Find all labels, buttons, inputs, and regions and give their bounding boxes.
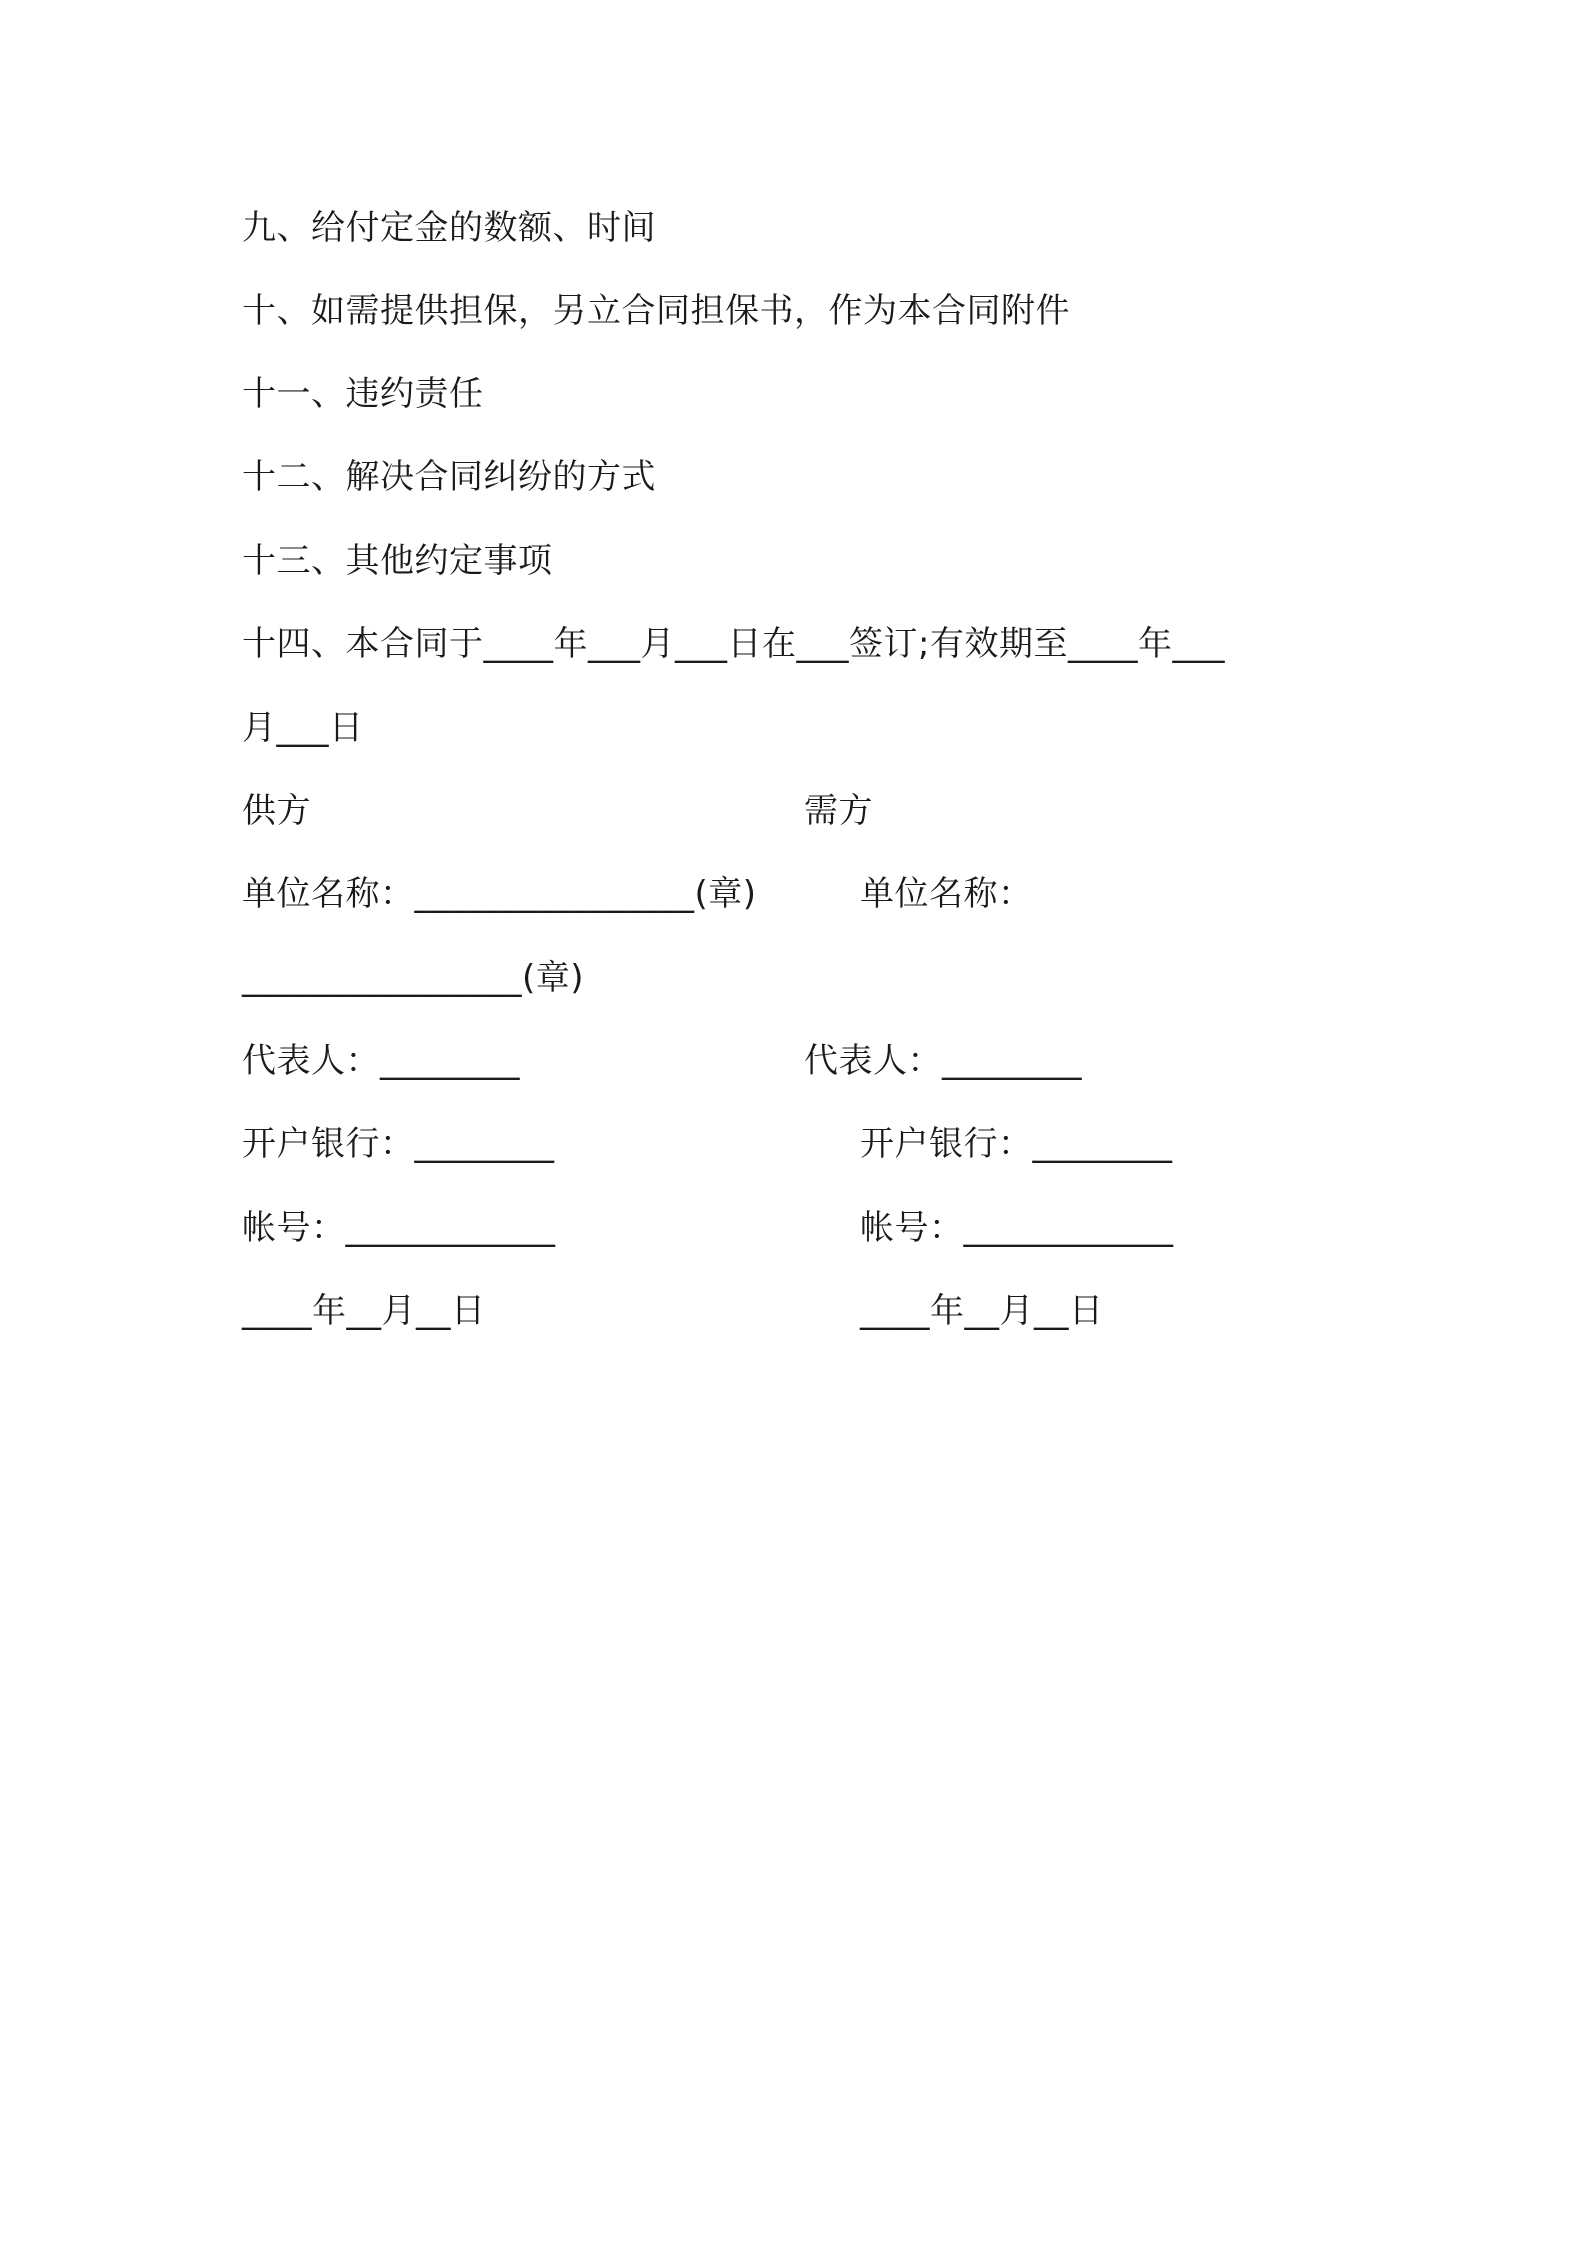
buyer-unit-name-label: 单位名称： bbox=[860, 874, 1033, 914]
buyer-heading: 需方 bbox=[804, 791, 873, 831]
clause-11: 十一、违约责任 bbox=[242, 374, 484, 414]
buyer-representative: 代表人：________ bbox=[804, 1041, 1082, 1081]
clause-14-line-1: 十四、本合同于____年___月___日在___签订;有效期至____年___ bbox=[242, 624, 1225, 664]
supplier-account: 帐号：____________ bbox=[242, 1208, 556, 1248]
supplier-date: ____年__月__日 bbox=[242, 1291, 486, 1331]
buyer-bank: 开户银行：________ bbox=[860, 1124, 1173, 1164]
clause-13: 十三、其他约定事项 bbox=[242, 541, 553, 581]
buyer-date: ____年__月__日 bbox=[860, 1291, 1104, 1331]
clause-12: 十二、解决合同纠纷的方式 bbox=[242, 457, 656, 497]
clause-14-line-2: 月___日 bbox=[242, 708, 364, 748]
supplier-bank: 开户银行：________ bbox=[242, 1124, 555, 1164]
supplier-representative: 代表人：________ bbox=[242, 1041, 520, 1081]
buyer-account: 帐号：____________ bbox=[860, 1208, 1174, 1248]
clause-10: 十、如需提供担保，另立合同担保书，作为本合同附件 bbox=[242, 291, 1070, 331]
clause-9: 九、给付定金的数额、时间 bbox=[242, 208, 656, 248]
supplier-unit-name: 单位名称：________________(章) bbox=[242, 874, 757, 914]
buyer-unit-name-value: ________________(章) bbox=[242, 958, 585, 998]
supplier-heading: 供方 bbox=[242, 791, 311, 831]
